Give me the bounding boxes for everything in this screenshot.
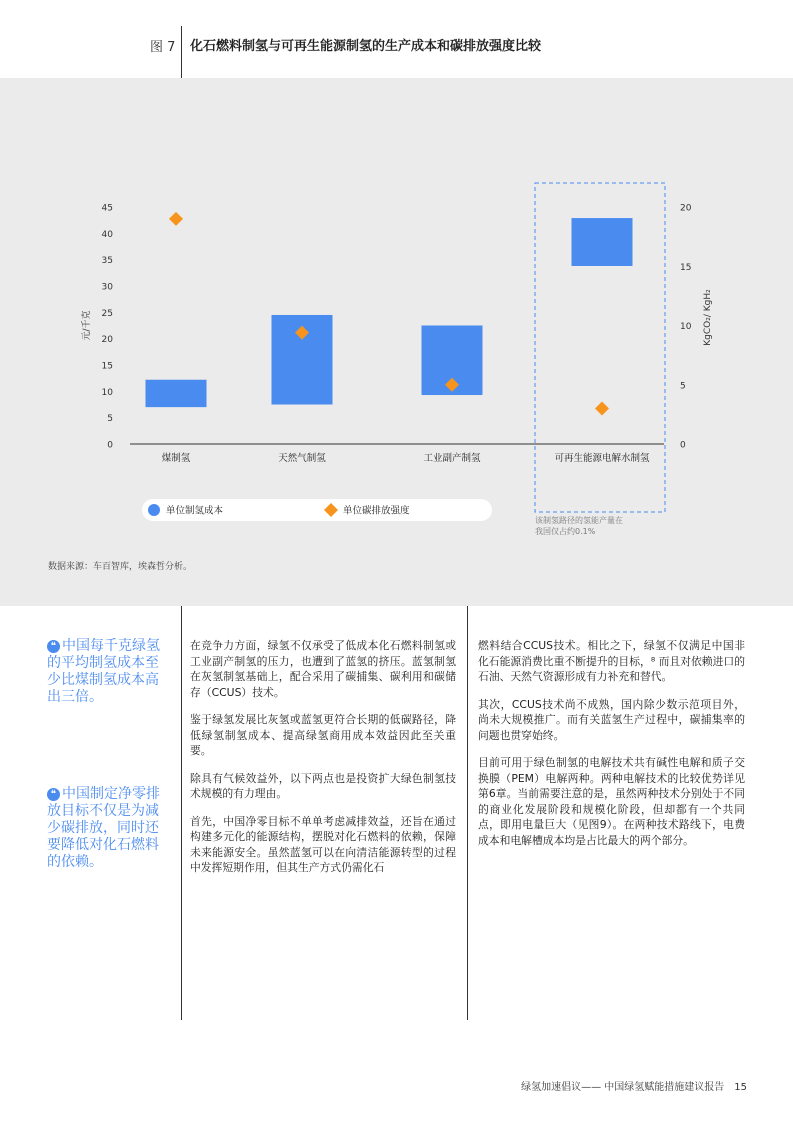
y-right-tick-label: 10 (680, 322, 692, 332)
callout-cost (47, 638, 172, 706)
body-column-2 (478, 638, 745, 860)
emission-marker (595, 401, 609, 415)
y-left-axis-label: 元/千克 (82, 310, 92, 341)
paragraph: 其次，CCUS技术尚不成熟，国内除少数示范项目外，尚未大规模推广。而有关蓝氢生产过程中，碳捕集率的问题也贯穿始终。 (478, 697, 745, 742)
footer-title: 绿氢加速倡议—— 中国绿氢赋能措施建议报告 (521, 1082, 725, 1093)
figure-title: 化石燃料制氢与可再生能源制氢的生产成本和碳排放强度比较 (190, 39, 542, 54)
y-left-tick-label: 30 (101, 282, 113, 293)
figure-number: 图 7 (150, 40, 176, 55)
x-category-label: 天然气制氢 (278, 453, 326, 464)
cost-bar (146, 380, 207, 407)
y-left-tick-label: 35 (101, 256, 113, 267)
x-category-label: 可再生能源电解水制氢 (554, 453, 650, 464)
chart-panel (0, 78, 793, 606)
legend-swatch-cost (148, 504, 160, 516)
legend-label-emission: 单位碳排放强度 (343, 505, 410, 517)
x-category-label: 工业副产制氢 (423, 453, 481, 464)
paragraph: 在竞争力方面，绿氢不仅承受了低成本化石燃料制氢或工业副产制氢的压力，也遭到了蓝氢的挤压。蓝氢制氢在灰氢制氢基础上，配合采用了碳捕集、碳利用和碳储存（CCUS）技术。 (190, 639, 456, 699)
y-right-tick-label: 20 (680, 203, 692, 214)
y-right-axis-label: KgCO₂/ KgH₂ (703, 289, 713, 346)
y-right-tick-label: 15 (680, 262, 692, 273)
highlight-note-line1: 该制氢路径的氢能产量在 (535, 516, 623, 525)
page-footer (521, 1078, 747, 1093)
y-left-tick-label: 0 (107, 440, 113, 451)
column-divider (467, 606, 468, 1020)
y-right-tick-label: 0 (680, 440, 686, 451)
chart (0, 78, 793, 606)
callout-cost-text: 中国每千克绿氢的平均制氢成本至少比煤制氢成本高出三倍。 (47, 638, 160, 705)
source-note: 数据来源：车百智库，埃森哲分析。 (48, 562, 193, 572)
x-category-label: 煤制氢 (161, 453, 191, 464)
emission-marker (169, 212, 183, 226)
page-number: 15 (734, 1082, 747, 1093)
y-left-tick-label: 20 (101, 335, 113, 346)
y-left-tick-label: 25 (101, 308, 113, 319)
column-divider (181, 606, 182, 1020)
paragraph: 燃料结合CCUS技术。相比之下，绿氢不仅满足中国非化石能源消费比重不断提升的目标，⁸ 而且对依赖进口的石油、天然气资源形成有力补充和替代。 (478, 639, 745, 683)
y-left-tick-label: 45 (101, 203, 113, 214)
highlight-note-line2: 我国仅占约0.1% (535, 527, 596, 536)
y-right-tick-label: 5 (680, 381, 686, 392)
paragraph: 首先，中国净零目标不单单考虑减排效益，还旨在通过构建多元化的能源结构，摆脱对化石燃料的依赖，保障未来能源安全。虽然蓝氢可以在向清洁能源转型的过程中发挥短期作用，但其生产方式仍需化石 (190, 814, 456, 874)
legend-label-cost: 单位制氢成本 (166, 505, 224, 517)
paragraph: 除具有气候效益外，以下两点也是投资扩大绿色制氢技术规模的有力理由。 (190, 771, 456, 800)
header-divider (181, 26, 182, 78)
paragraph: 目前可用于绿色制氢的电解技术共有碱性电解和质子交换膜（PEM）电解两种。两种电解技术的比较优势详见第6章。当前需要注意的是，虽然两种技术分别处于不同的商业化发展阶段和规模化阶段，但却都有一个共同点，即用电量巨大（见图9）。在两种技术路线下，电费成本和电解槽成本均是占比最大的两个部分。 (478, 756, 745, 847)
y-left-tick-label: 40 (101, 229, 113, 240)
y-left-tick-label: 10 (101, 387, 113, 398)
quote-icon: ❝ (47, 788, 60, 801)
y-left-tick-label: 15 (101, 361, 113, 372)
quote-icon: ❝ (47, 640, 60, 653)
callout-netzero (47, 786, 172, 871)
body-column-1 (190, 638, 456, 888)
callout-netzero-text: 中国制定净零排放目标不仅是为减少碳排放，同时还要降低对化石燃料的依赖。 (47, 786, 160, 870)
cost-bar (572, 218, 633, 266)
figure-header (0, 0, 793, 78)
paragraph: 鉴于绿氢发展比灰氢或蓝氢更符合长期的低碳路径，降低绿氢制氢成本、提高绿氢商用成本效益因此至关重要。 (190, 713, 456, 757)
y-left-tick-label: 5 (107, 414, 113, 425)
